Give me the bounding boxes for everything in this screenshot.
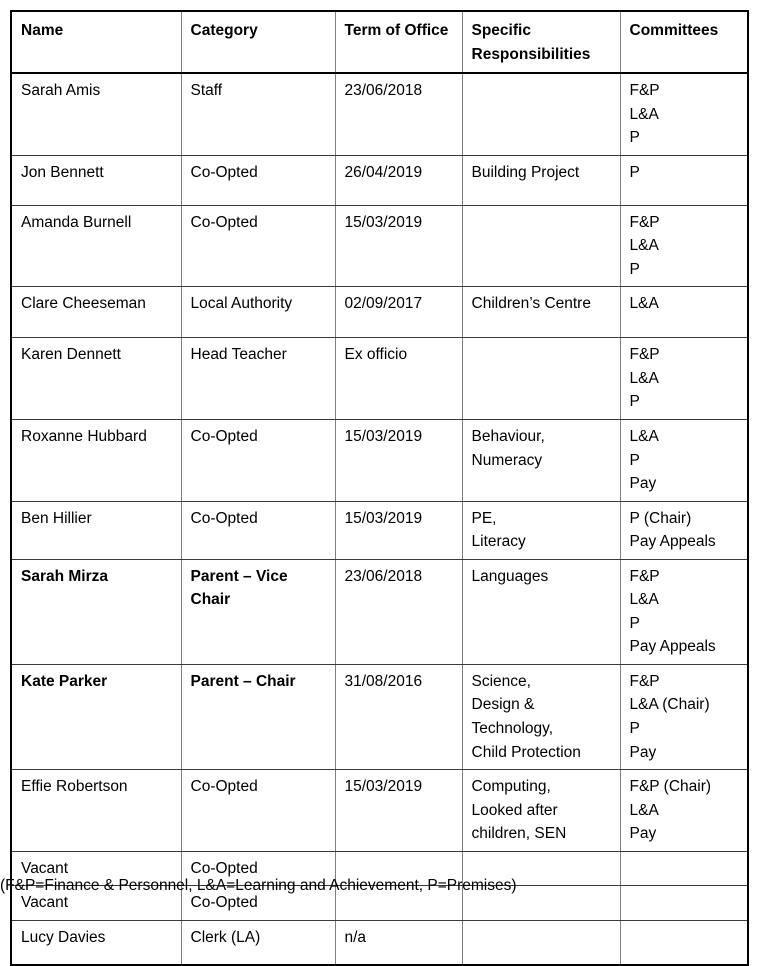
cell-category (181, 420, 335, 502)
cell-text: Head Teacher (190, 346, 287, 364)
cell-committees (620, 287, 748, 338)
table-row (11, 664, 748, 769)
cell-committees (620, 501, 748, 559)
cell-text: Computing, Looked after children, SEN (471, 778, 567, 843)
cell-committees (620, 664, 748, 769)
cell-text: Kate Parker (21, 672, 108, 690)
cell-committees (620, 920, 748, 965)
cell-text: 23/06/2018 (344, 82, 423, 100)
cell-name (11, 155, 181, 205)
cell-committees (620, 420, 748, 502)
cell-text: n/a (344, 928, 367, 946)
cell-text: Sarah Mirza (21, 567, 109, 585)
cell-text: Clare Cheeseman (21, 295, 146, 313)
cell-name (11, 501, 181, 559)
cell-name (11, 664, 181, 769)
cell-text: Ben Hillier (21, 509, 92, 527)
cell-text: Clerk (LA) (190, 928, 261, 946)
cell-text: 15/03/2019 (344, 428, 423, 446)
cell-term (335, 559, 462, 664)
cell-text: Ex officio (344, 346, 408, 364)
cell-category (181, 501, 335, 559)
cell-committees (620, 155, 748, 205)
cell-responsibilities (462, 920, 620, 965)
cell-text: Amanda Burnell (21, 213, 132, 231)
governors-table (10, 10, 749, 966)
cell-responsibilities (462, 287, 620, 338)
column-header-specific-responsibilities: Specific Responsibilities (462, 11, 620, 73)
cell-text: Parent – Vice Chair (190, 567, 288, 609)
table-row (11, 338, 748, 420)
cell-text: F&P L&A P (629, 346, 660, 411)
cell-term (335, 205, 462, 287)
cell-category (181, 155, 335, 205)
cell-text: P (Chair) Pay Appeals (629, 509, 716, 551)
cell-text: Science, Design & Technology, Child Protection (471, 672, 581, 761)
cell-text: Behaviour, Numeracy (471, 428, 545, 469)
cell-term (335, 920, 462, 965)
cell-text: Building Project (471, 163, 580, 181)
cell-text: Staff (190, 82, 223, 100)
governors-table-container (10, 10, 747, 966)
cell-text: F&P L&A (Chair) P Pay (629, 672, 710, 761)
cell-committees (620, 770, 748, 852)
cell-text: 31/08/2016 (344, 672, 423, 690)
column-header-committees: Committees (620, 11, 748, 73)
cell-text: Co-Opted (190, 163, 258, 181)
cell-text: 26/04/2019 (344, 163, 423, 181)
cell-term (335, 664, 462, 769)
cell-term (335, 501, 462, 559)
cell-responsibilities (462, 155, 620, 205)
cell-text: F&P L&A P Pay Appeals (629, 567, 716, 656)
cell-text: Vacant (21, 894, 69, 912)
cell-name (11, 205, 181, 287)
cell-text: L&A (629, 295, 659, 313)
cell-responsibilities (462, 501, 620, 559)
cell-text: Karen Dennett (21, 346, 121, 364)
table-body (11, 73, 748, 965)
cell-category (181, 338, 335, 420)
cell-committees (620, 73, 748, 155)
cell-term (335, 770, 462, 852)
cell-responsibilities (462, 205, 620, 287)
cell-text: F&P (Chair) L&A Pay (629, 778, 712, 843)
cell-term (335, 73, 462, 155)
table-row (11, 155, 748, 205)
cell-category (181, 205, 335, 287)
cell-committees (620, 338, 748, 420)
cell-text: Jon Bennett (21, 163, 104, 181)
cell-text: Co-Opted (190, 859, 258, 877)
cell-category (181, 287, 335, 338)
cell-responsibilities (462, 338, 620, 420)
cell-name (11, 420, 181, 502)
cell-committees (620, 559, 748, 664)
cell-text: Effie Robertson (21, 778, 128, 796)
cell-text: Co-Opted (190, 894, 258, 912)
cell-responsibilities (462, 420, 620, 502)
cell-text: 15/03/2019 (344, 778, 423, 796)
cell-category (181, 559, 335, 664)
cell-term (335, 420, 462, 502)
column-header-term-of-office: Term of Office (335, 11, 462, 73)
cell-name (11, 770, 181, 852)
cell-text: 15/03/2019 (344, 213, 423, 231)
cell-committees (620, 205, 748, 287)
column-header-category: Category (181, 11, 335, 73)
cell-text: Languages (471, 567, 549, 585)
cell-text: Local Authority (190, 295, 293, 313)
cell-responsibilities (462, 559, 620, 664)
cell-text: F&P L&A P (629, 213, 660, 278)
table-row (11, 420, 748, 502)
table-row (11, 920, 748, 965)
cell-term (335, 287, 462, 338)
cell-text: Lucy Davies (21, 928, 106, 946)
cell-category (181, 920, 335, 965)
cell-text: Sarah Amis (21, 82, 101, 100)
cell-text: P (629, 163, 640, 181)
table-row (11, 205, 748, 287)
table-header-row (11, 11, 748, 73)
cell-responsibilities (462, 73, 620, 155)
cell-text: Co-Opted (190, 213, 258, 231)
cell-category (181, 73, 335, 155)
abbreviation-key-footnote: (F&P=Finance & Personnel, L&A=Learning and Achievement, P=Premises) (0, 877, 517, 894)
cell-text: Co-Opted (190, 509, 258, 527)
cell-responsibilities (462, 770, 620, 852)
cell-text: 23/06/2018 (344, 567, 423, 585)
cell-name (11, 338, 181, 420)
cell-text: Co-Opted (190, 778, 258, 796)
cell-name (11, 73, 181, 155)
cell-text: Parent – Chair (190, 672, 296, 690)
cell-category (181, 664, 335, 769)
cell-text: L&A P Pay (629, 428, 659, 493)
table-row (11, 559, 748, 664)
cell-category (181, 770, 335, 852)
cell-text: F&P L&A P (629, 82, 660, 147)
table-row (11, 287, 748, 338)
cell-responsibilities (462, 664, 620, 769)
table-row (11, 73, 748, 155)
cell-text: Co-Opted (190, 428, 258, 446)
cell-term (335, 338, 462, 420)
cell-name (11, 920, 181, 965)
column-header-name: Name (11, 11, 181, 73)
table-row (11, 770, 748, 852)
cell-text: PE, Literacy (471, 509, 526, 551)
table-header (11, 11, 748, 73)
cell-text: Children’s Centre (471, 295, 591, 313)
cell-name (11, 287, 181, 338)
cell-term (335, 155, 462, 205)
cell-text: 15/03/2019 (344, 509, 423, 527)
table-row (11, 501, 748, 559)
cell-text: Roxanne Hubbard (21, 428, 147, 446)
cell-text: 02/09/2017 (344, 295, 423, 313)
cell-text: Vacant (21, 859, 69, 877)
cell-name (11, 559, 181, 664)
